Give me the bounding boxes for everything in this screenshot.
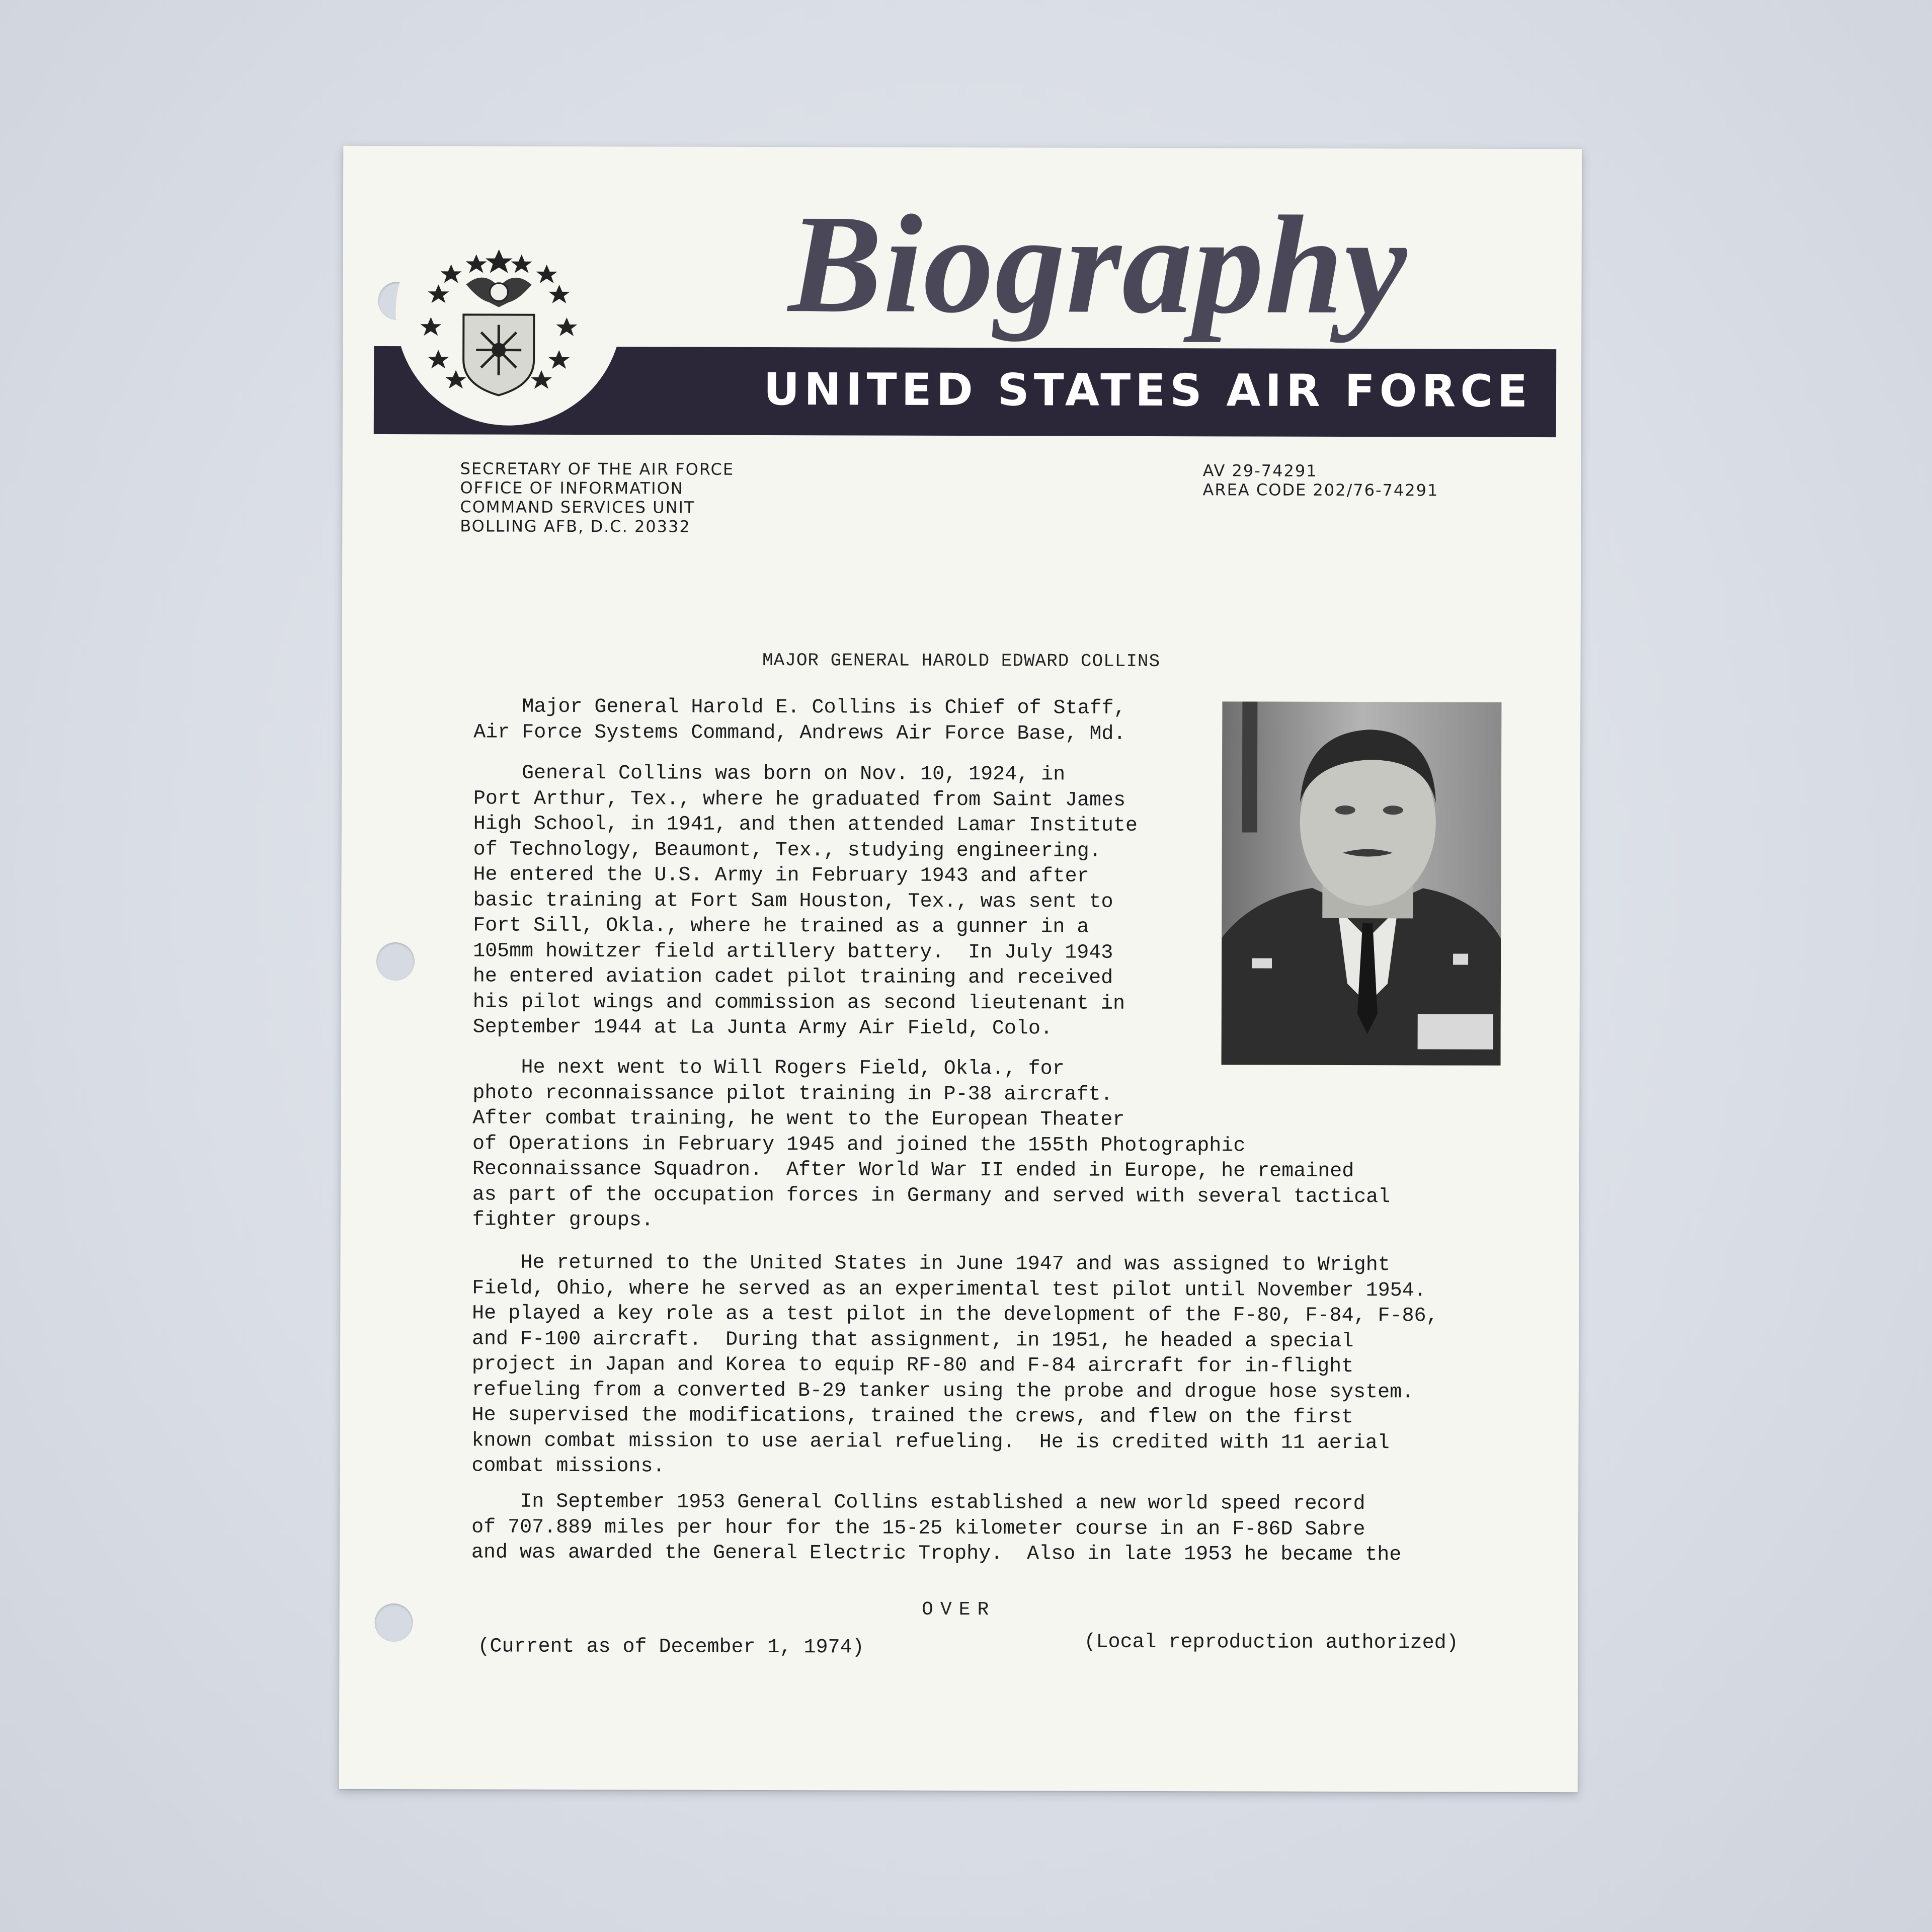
phone-line: AV 29-74291 <box>1202 461 1318 480</box>
paragraph: In September 1953 General Collins established a new world speed record of 707.889 miles per hour for the 15-25 kilometer course in an F-86D Sabre and was awarded the General Electric Trophy. Also in late 1953 he became the <box>471 1490 1402 1567</box>
banner-text: UNITED STATES AIR FORCE <box>763 363 1533 417</box>
page-title: Biography <box>788 185 1408 344</box>
phone-block <box>1202 461 1438 500</box>
portrait-photo <box>1222 701 1502 1065</box>
reproduction-note: (Local reproduction authorized) <box>1084 1631 1459 1655</box>
address-line: OFFICE OF INFORMATION <box>460 478 684 498</box>
address-line: COMMAND SERVICES UNIT <box>460 497 695 517</box>
current-as-of: (Current as of December 1, 1974) <box>477 1635 864 1659</box>
paragraph: General Collins was born on Nov. 10, 1924, in Port Arthur, Tex., where he graduated from Saint James High School, in 1941, and then attended Lamar Institute of Technology, Beaumont, Tex., studying engineering. He entered the U.S. Army in February 1943 and after basic training at Fort Sam Houston, Tex., was sent to Fort Sill, Okla., where he trained as a gunner in a 105mm howitzer field artillery battery. In July 1943 he entered aviation cadet pilot training and received his pilot wings and commission as second lieutenant in September 1944 at La Junta Army Air Field, Colo. <box>472 762 1138 1040</box>
paragraph: He next went to Will Rogers Field, Okla., for photo reconnaissance pilot training in P-38 aircraft. After combat training, he went to the European Theater of Operations in February 1945 and joined the 155th Photographic Reconnaissance Squadron. After World War II ended in Europe, he remained as part of the occupation forces in Germany and served with several tactical fighter groups. <box>472 1056 1391 1232</box>
address-line: SECRETARY OF THE AIR FORCE <box>460 459 735 479</box>
punch-hole <box>376 942 415 981</box>
over-marker: OVER <box>922 1598 996 1621</box>
office-address <box>460 459 734 536</box>
air-force-seal-icon <box>395 199 622 426</box>
address-line: BOLLING AFB, D.C. 20332 <box>460 516 691 536</box>
paragraph: Major General Harold E. Collins is Chief of Staff, Air Force Systems Command, Andrews Air Force Base, Md. <box>473 695 1126 746</box>
phone-line: AREA CODE 202/76-74291 <box>1202 480 1439 500</box>
paragraph: He returned to the United States in June 1947 and was assigned to Wright Field, Ohio, where he served as an experimental test pilot until November 1954. He played a key role as a test pilot in the development of the F-80, F-84, F-86, and F-100 aircraft. During that assignment, in 1951, he headed a special project in Japan and Korea to equip RF-80 and F-84 aircraft for in-flight refueling from a converted B-29 tanker using the probe and drogue hose system. He supervised the modifications, trained the crews, and flew on the first known combat mission to use aerial refueling. He is credited with 11 aerial combat missions. <box>471 1251 1438 1478</box>
biography-sheet <box>339 146 1582 1792</box>
subject-heading: MAJOR GENERAL HAROLD EDWARD COLLINS <box>762 650 1161 672</box>
